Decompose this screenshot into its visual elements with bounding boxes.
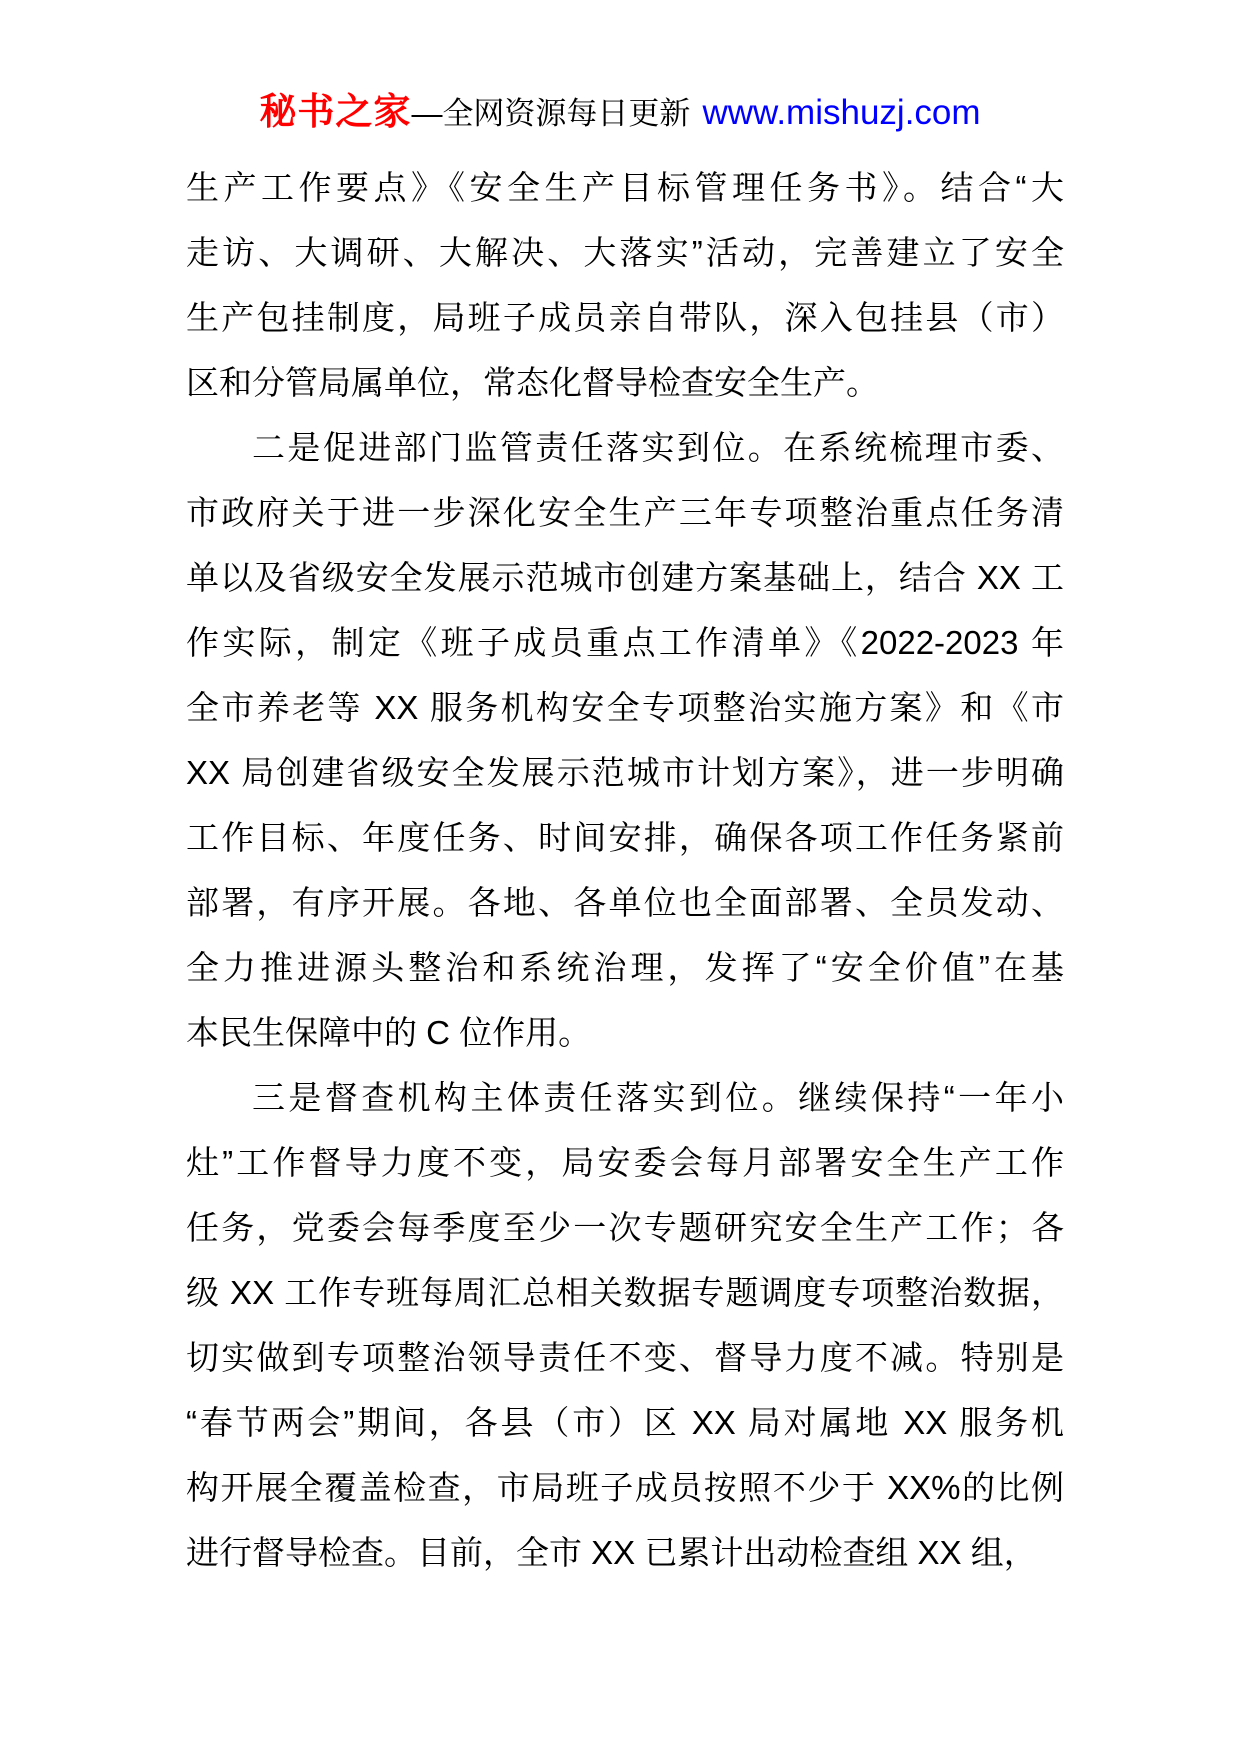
body-line: 生产工作要点》《安全生产目标管理任务书》。结合“大 [186, 169, 1064, 206]
body-line: 灶”工作督导力度不变，局安委会每月部署安全生产工作 [186, 1144, 1064, 1181]
body-line: 部署，有序开展。各地、各单位也全面部署、全员发动、 [186, 884, 1064, 921]
body-line: 切实做到专项整治领导责任不变、督导力度不减。特别是 [186, 1339, 1064, 1376]
site-tagline: 全网资源每日更新 [442, 96, 691, 131]
site-brand: 秘书之家 [259, 91, 412, 132]
body-line: 生产包挂制度，局班子成员亲自带队，深入包挂县（市） [186, 299, 1064, 336]
page-header [0, 86, 1240, 138]
body-line: 构开展全覆盖检查，市局班子成员按照不少于 XX%的比例 [186, 1469, 1064, 1506]
document-body [186, 155, 1064, 1585]
site-url-link[interactable]: www.mishuzj.com [702, 93, 981, 132]
body-line: 单以及省级安全发展示范城市创建方案基础上，结合 XX 工 [186, 559, 1064, 596]
body-line: 进行督导检查。目前，全市 XX 已累计出动检查组 XX 组， [186, 1534, 1037, 1571]
body-line: 作实际，制定《班子成员重点工作清单》《2022-2023 年 [186, 624, 1064, 661]
body-line: 市政府关于进一步深化安全生产三年专项整治重点任务清 [186, 494, 1064, 531]
header-dash: — [411, 96, 443, 131]
body-line: 三是督查机构主体责任落实到位。继续保持“一年小 [252, 1079, 1064, 1116]
body-line: 级 XX 工作专班每周汇总相关数据专题调度专项整治数据， [186, 1274, 1064, 1311]
body-line: 全力推进源头整治和系统治理，发挥了“安全价值”在基 [186, 949, 1064, 986]
body-line: 工作目标、年度任务、时间安排，确保各项工作任务紧前 [186, 819, 1064, 856]
body-line: 区和分管局属单位，常态化督导检查安全生产。 [186, 364, 879, 401]
body-line: “春节两会”期间，各县（市）区 XX 局对属地 XX 服务机 [186, 1404, 1064, 1441]
body-line: 本民生保障中的 C 位作用。 [186, 1014, 592, 1051]
body-line: 任务，党委会每季度至少一次专题研究安全生产工作；各 [186, 1209, 1064, 1246]
body-line: 二是促进部门监管责任落实到位。在系统梳理市委、 [252, 429, 1064, 466]
body-line: 走访、大调研、大解决、大落实”活动，完善建立了安全 [186, 234, 1064, 271]
body-line: 全市养老等 XX 服务机构安全专项整治实施方案》和《市 [186, 689, 1064, 726]
body-line: XX 局创建省级安全发展示范城市计划方案》，进一步明确 [186, 754, 1064, 791]
